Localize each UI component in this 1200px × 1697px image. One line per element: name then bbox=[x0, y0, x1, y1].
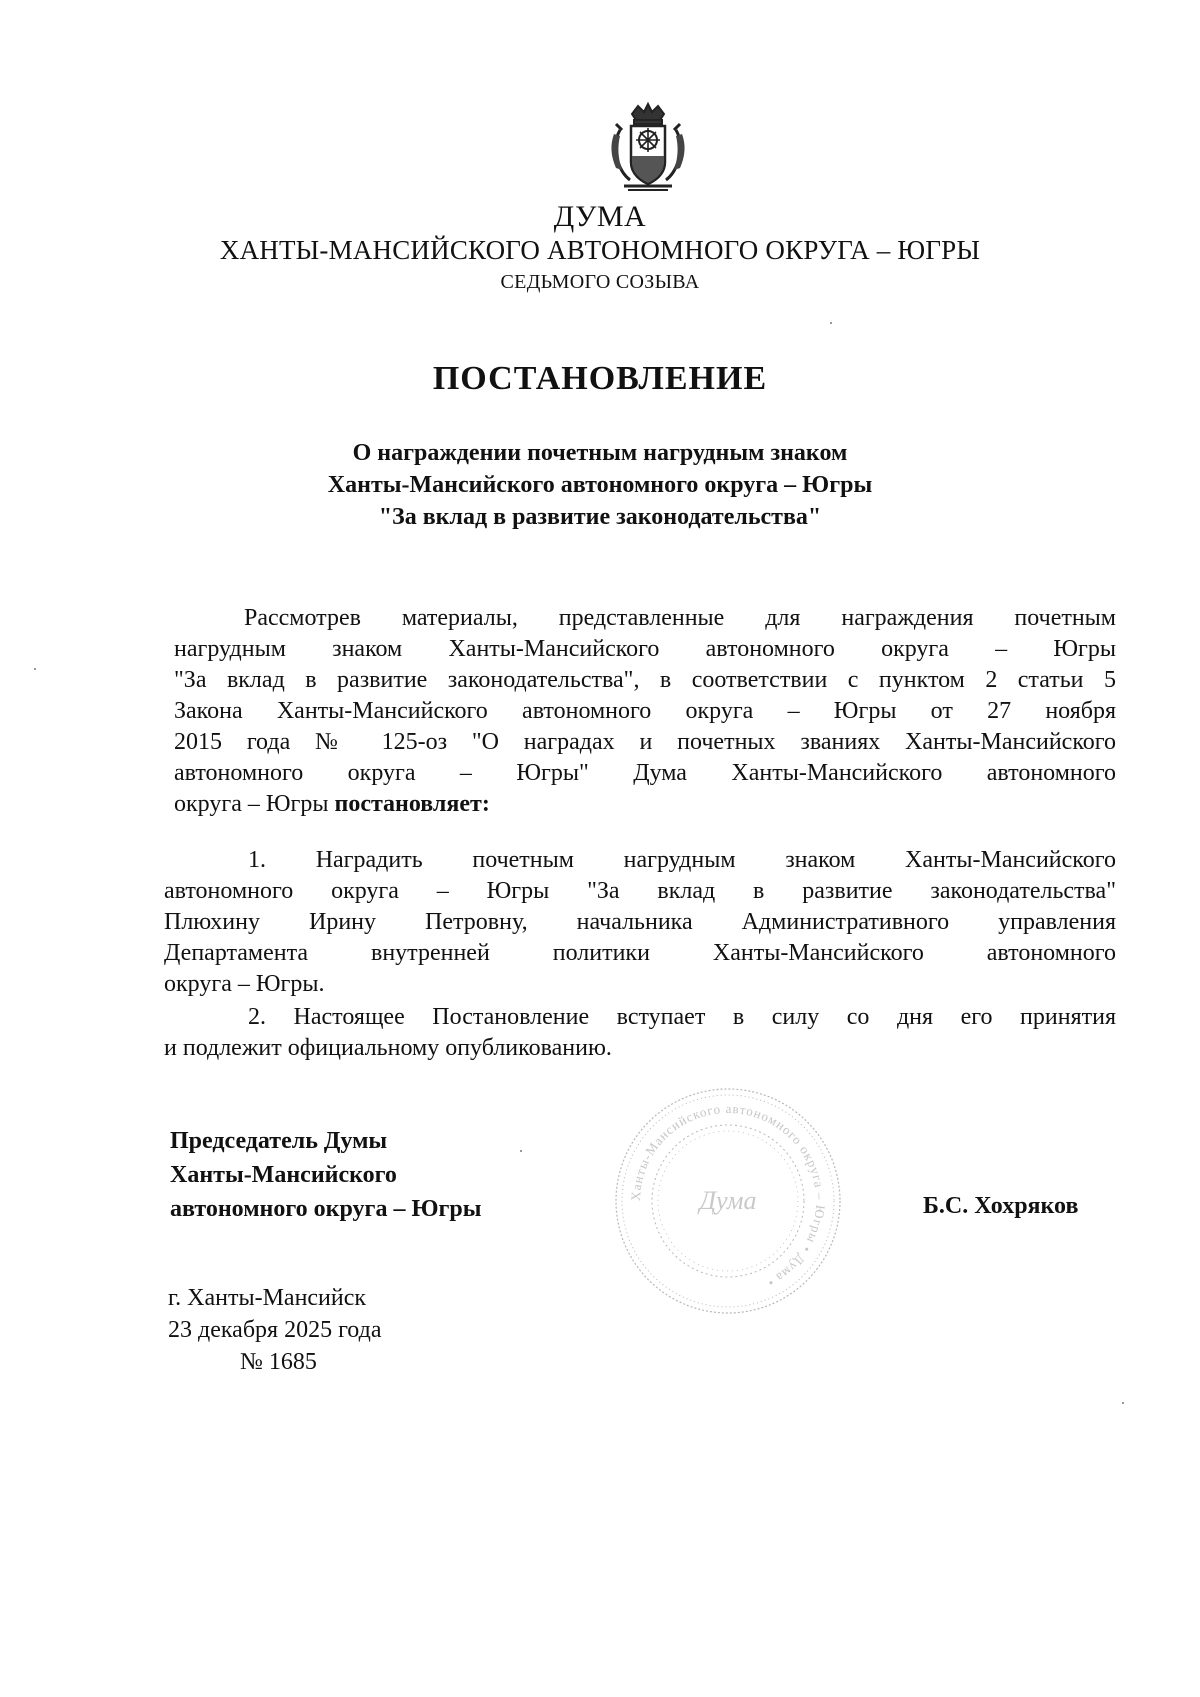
org-name: ДУМА bbox=[553, 200, 647, 233]
paragraph-line: и подлежит официальному опубликованию. bbox=[164, 1035, 612, 1061]
position-line: автономного округа – Югры bbox=[170, 1196, 482, 1222]
position-line: Ханты-Мансийского bbox=[170, 1162, 397, 1188]
scan-speck bbox=[830, 322, 832, 324]
paragraph-line: Рассмотрев материалы, представленные для награждения почетным bbox=[244, 605, 1116, 631]
place-and-date bbox=[168, 1282, 381, 1378]
scan-speck bbox=[520, 1150, 522, 1152]
paragraph-line: Закона Ханты-Мансийского автономного округа – Югры от 27 ноября bbox=[174, 698, 1116, 724]
scan-speck bbox=[34, 668, 36, 670]
org-full-name: ХАНТЫ-МАНСИЙСКОГО АВТОНОМНОГО ОКРУГА – ЮГРЫ bbox=[219, 235, 981, 265]
document-number: № 1685 bbox=[240, 1349, 317, 1375]
paragraph-line: округа – Югры. bbox=[164, 971, 325, 997]
city: г. Ханты-Мансийск bbox=[168, 1285, 367, 1311]
document-subject bbox=[0, 437, 1200, 533]
paragraph-text: округа – Югры bbox=[174, 791, 335, 817]
coat-of-arms-icon bbox=[598, 100, 698, 200]
seal-ring-text: Ханты-Мансийского автономного округа – Югры • Дума • bbox=[627, 1100, 829, 1292]
scan-speck bbox=[1122, 1402, 1124, 1404]
paragraph-line: Плюхину Ирину Петровну, начальника Административного управления bbox=[164, 909, 1116, 935]
round-seal-icon bbox=[612, 1085, 844, 1317]
resolution-item-2 bbox=[164, 1002, 1116, 1064]
signatory-position bbox=[170, 1124, 481, 1226]
subject-line: Ханты-Мансийского автономного округа – Югры bbox=[327, 472, 873, 498]
paragraph-line: 2015 года № 125-оз "О наградах и почетных званиях Ханты-Мансийского bbox=[174, 729, 1116, 755]
signer-name: Б.С. Хохряков bbox=[923, 1193, 1079, 1219]
convocation: СЕДЬМОГО СОЗЫВА bbox=[500, 271, 700, 293]
paragraph-line: автономного округа – Югры "За вклад в развитие законодательства" bbox=[164, 878, 1116, 904]
position-line: Председатель Думы bbox=[170, 1128, 388, 1154]
paragraph-line-last bbox=[174, 789, 1116, 820]
preamble-paragraph bbox=[174, 603, 1116, 820]
subject-line: "За вклад в развитие законодательства" bbox=[378, 504, 822, 530]
seal-center-text: Дума bbox=[699, 1186, 757, 1215]
resolution-item-1 bbox=[164, 845, 1116, 1000]
paragraph-line: автономного округа – Югры" Дума Ханты-Мансийского автономного bbox=[174, 760, 1116, 786]
paragraph-line: "За вклад в развитие законодательства", в соответствии с пунктом 2 статьи 5 bbox=[174, 667, 1116, 693]
paragraph-line: Департамента внутренней политики Ханты-Мансийского автономного bbox=[164, 940, 1116, 966]
paragraph-line: нагрудным знаком Ханты-Мансийского автономного округа – Югры bbox=[174, 636, 1116, 662]
subject-line: О награждении почетным нагрудным знаком bbox=[352, 440, 848, 466]
date: 23 декабря 2025 года bbox=[168, 1317, 382, 1343]
document-type: ПОСТАНОВЛЕНИЕ bbox=[432, 360, 768, 397]
paragraph-line: 1. Наградить почетным нагрудным знаком Ханты-Мансийского bbox=[248, 847, 1116, 873]
resolves-word: постановляет: bbox=[334, 791, 490, 817]
paragraph-line: 2. Настоящее Постановление вступает в силу со дня его принятия bbox=[248, 1004, 1116, 1030]
